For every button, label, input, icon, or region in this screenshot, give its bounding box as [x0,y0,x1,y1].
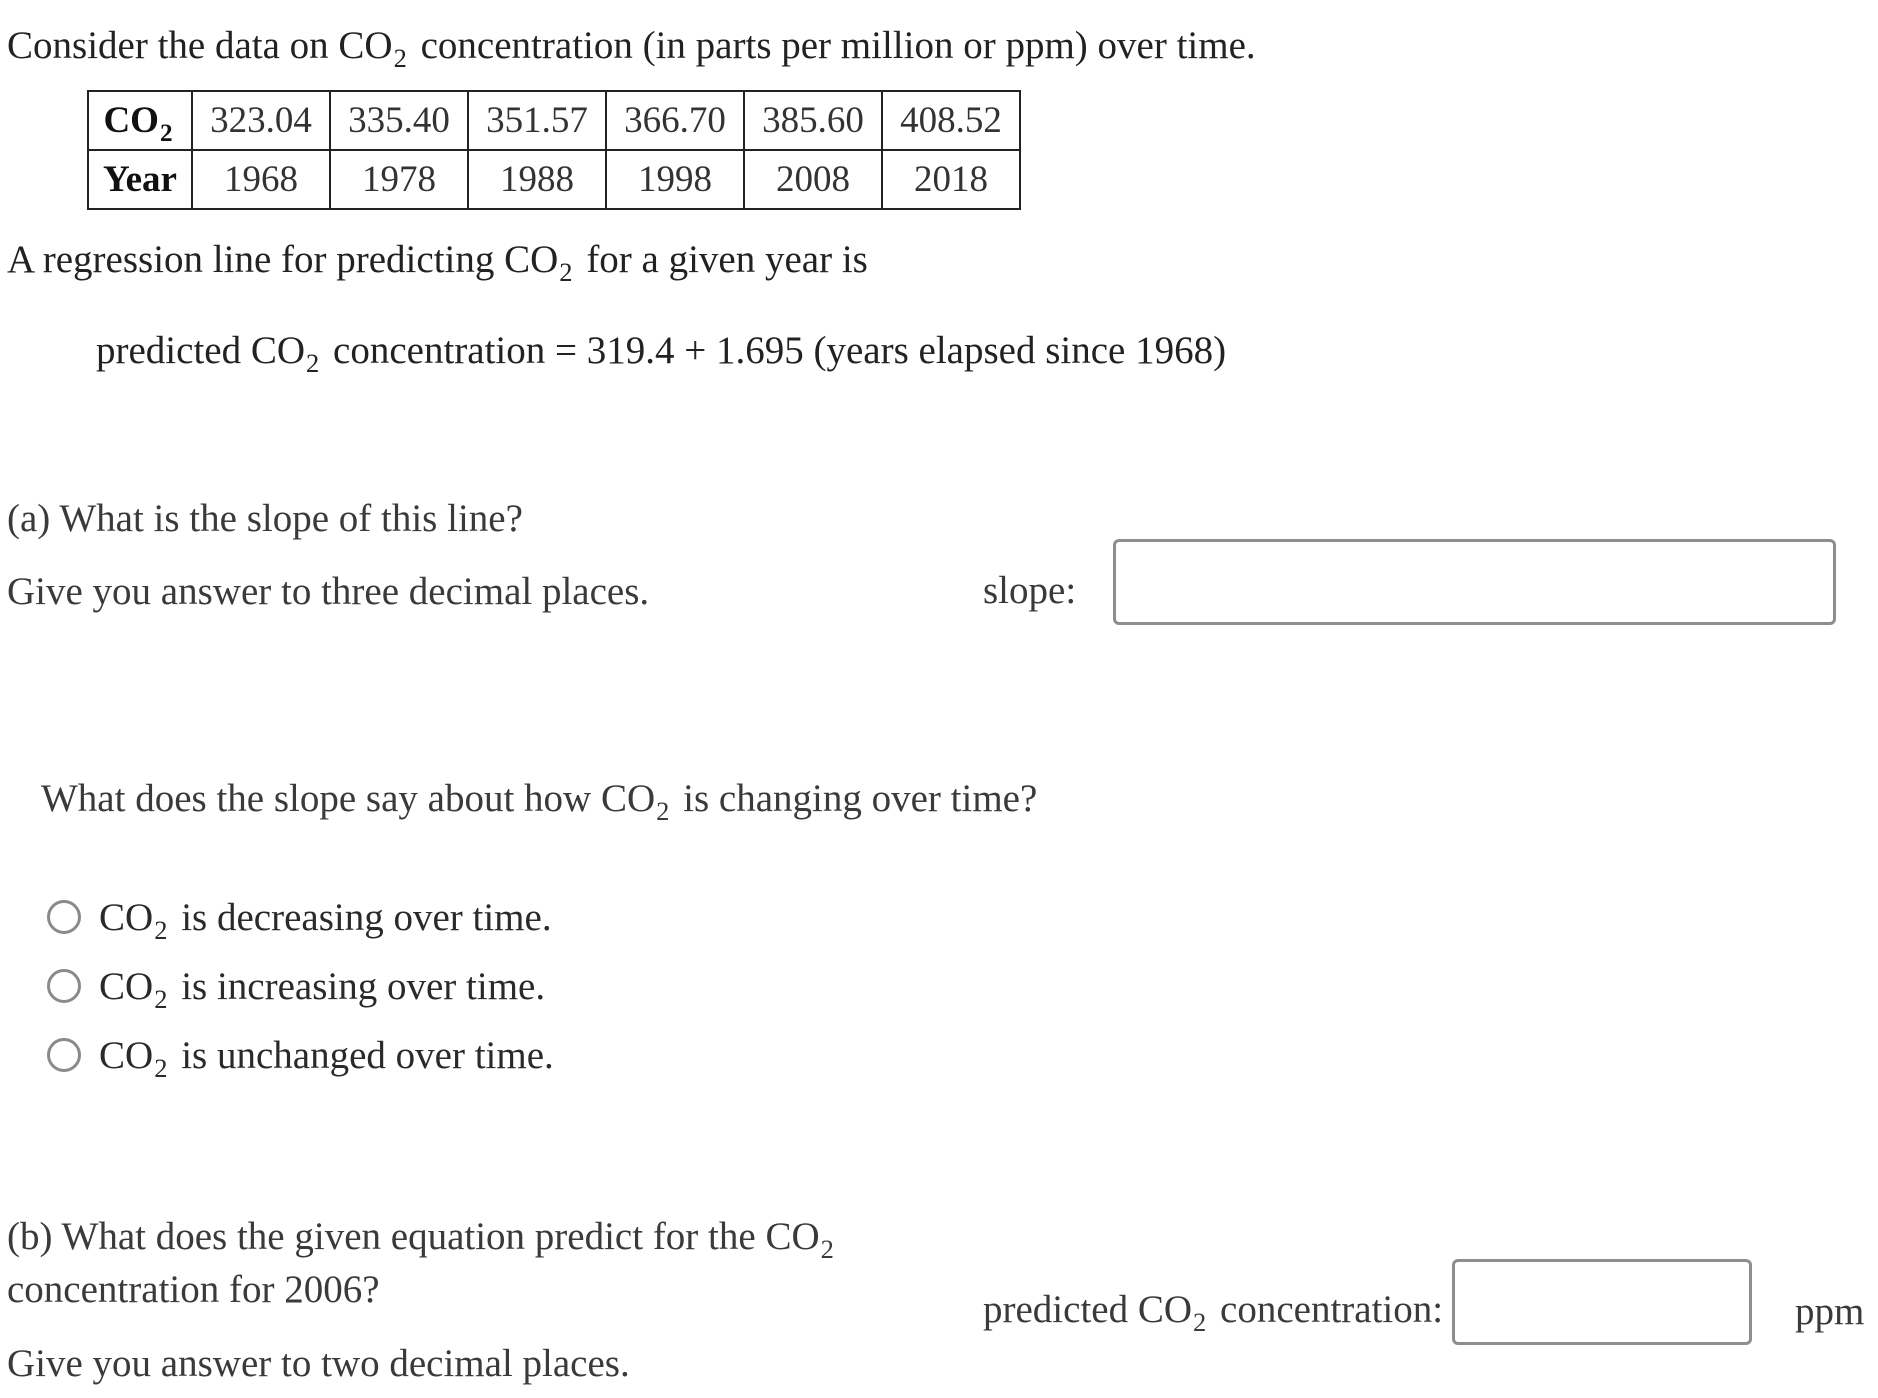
radio-button[interactable] [47,1038,81,1072]
table-cell: 2018 [882,150,1020,209]
part-b-instruction: Give you answer to two decimal places. [7,1342,630,1385]
part-b-question-line2: concentration for 2006? [7,1268,380,1311]
table-cell: 385.60 [744,91,882,150]
radio-option-increasing[interactable] [47,961,546,1014]
intro-text-subscript: 2 [393,43,407,74]
part-a-question: (a) What is the slope of this line? [7,497,523,540]
slope-label: slope: [983,569,1077,612]
table-cell: 323.04 [192,91,330,150]
option-label: $CO_2$ is unchanged over time. [99,1033,554,1083]
table-cell: 1968 [192,150,330,209]
table-row-header-year: Year [88,150,192,209]
table-cell: 408.52 [882,91,1020,150]
table-cell: 1978 [330,150,468,209]
option-label: $CO_2$ is decreasing over time. [99,895,552,945]
table-cell: 351.57 [468,91,606,150]
option-label: $CO_2$ is increasing over time. [99,964,546,1014]
table-cell: 1998 [606,150,744,209]
table-row-co2 [88,91,1020,150]
co2-data-table [87,90,1021,210]
predicted-concentration-label: predicted $CO_2$ concentration: [983,1288,1444,1338]
table-cell: 335.40 [330,91,468,150]
regression-intro: A regression line for predicting $CO_2$ for a given year is [7,238,868,288]
radio-button[interactable] [47,969,81,1003]
part-a-instruction: Give you answer to three decimal places. [7,570,650,613]
part-b-question-line1: (b) What does the given equation predict for the $CO_2$ [7,1215,834,1265]
predicted-concentration-input[interactable] [1452,1259,1752,1345]
radio-option-unchanged[interactable] [47,1030,554,1083]
table-cell: 1988 [468,150,606,209]
intro-text-pre: Consider the data on CO [7,24,393,67]
table-row-header-co2: $CO_2$ [88,91,192,150]
slope-input[interactable] [1113,539,1836,625]
table-row-year [88,150,1020,209]
radio-option-decreasing[interactable] [47,892,552,945]
intro-text [7,24,1256,74]
regression-equation: predicted $CO_2$ concentration = 319.4 + 1.695 (years elapsed since 1968) [96,329,1227,379]
table-cell: 2008 [744,150,882,209]
intro-text-post: concentration (in parts per million or ppm) over time. [410,24,1256,67]
unit-label-ppm: ppm [1795,1290,1865,1333]
table-cell: 366.70 [606,91,744,150]
radio-button[interactable] [47,900,81,934]
slope-meaning-question: What does the slope say about how $CO_2$ is changing over time? [41,777,1038,827]
